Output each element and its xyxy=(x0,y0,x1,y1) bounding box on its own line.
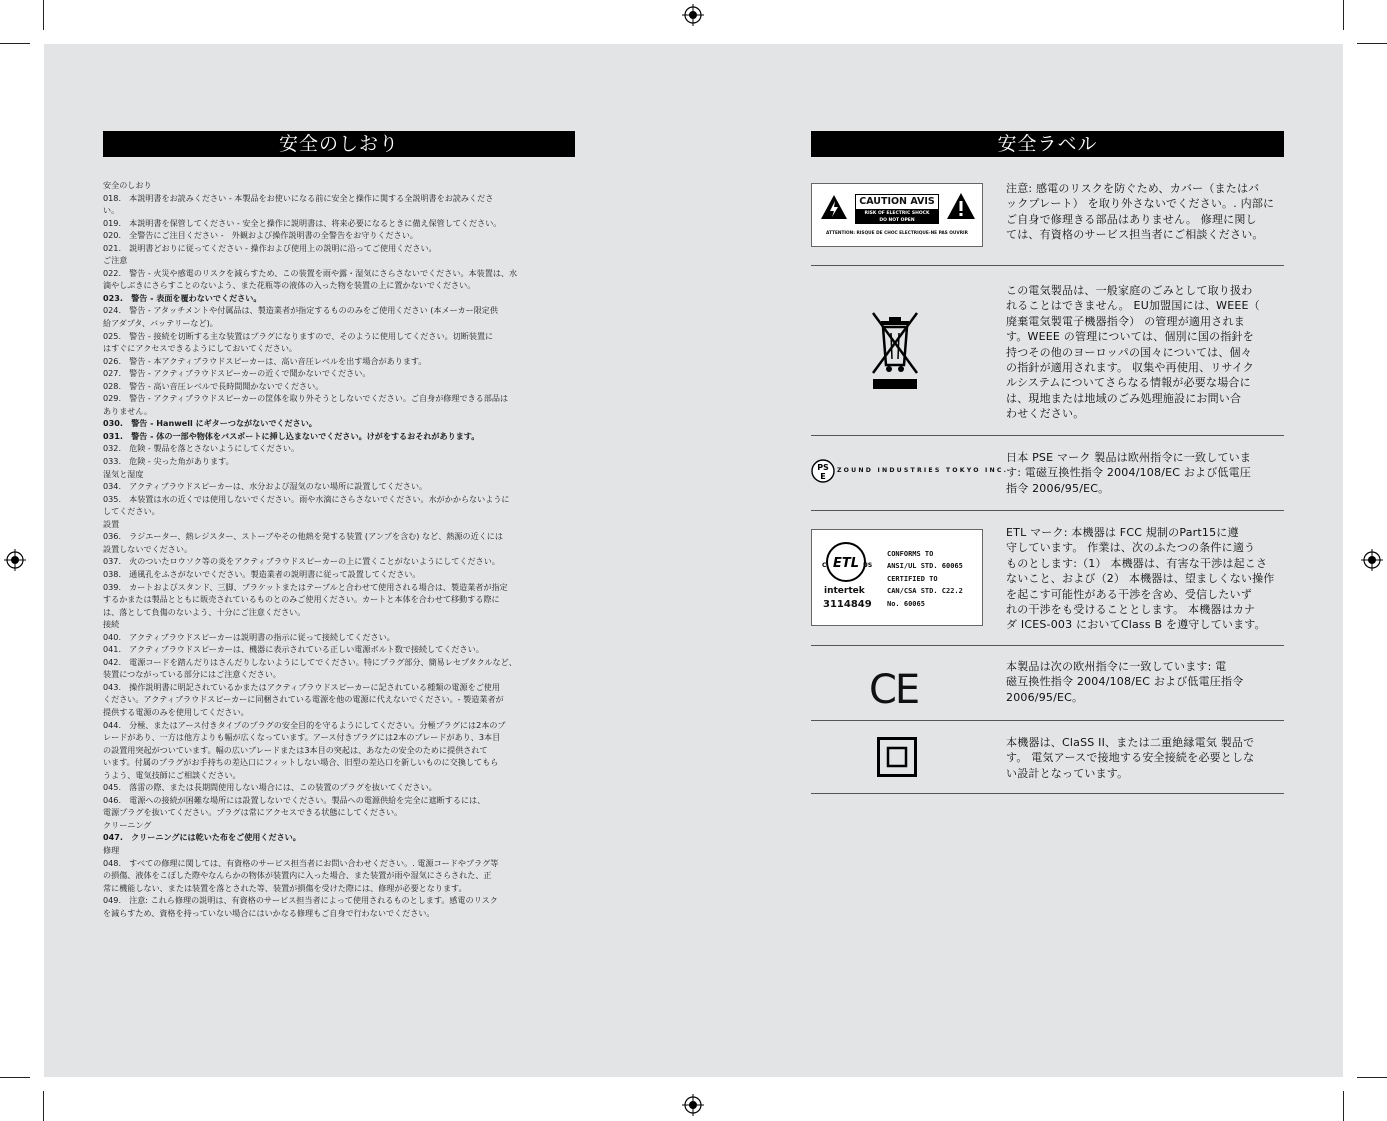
svg-text:US: US xyxy=(863,562,872,569)
divider xyxy=(811,435,1284,436)
caution-description: 注意: 感電のリスクを防ぐため、カバー（またはバ ックプレート） を取り外さないでください。. 内部に ご自身で修理きる部品はありません。 修理に関し ては、有資格のサービス担当者にご相談ください。 xyxy=(1006,182,1275,242)
instruction-line: 044. 分極、またはアース付きタイプのプラグの安全目的を守るようにしてください。分極プラグには2本のブ xyxy=(103,719,506,730)
etl-conformity-text: CONFORMS TO ANSI/UL STD. 60065 CERTIFIED TO CAN/CSA STD. C22.2 No. 60065 xyxy=(887,550,963,608)
instruction-line: 給アダプタ、バッテリーなど)。 xyxy=(103,318,218,329)
instruction-line: 047. クリーニングには乾いた布をご使用ください。 xyxy=(103,832,301,843)
pse-description: 日本 PSE マーク 製品は欧州指令に一致していま す: 電磁互換性指令 2004/108/EC および低電圧 指令 2006/95/EC。 xyxy=(1006,451,1252,495)
registration-mark-icon xyxy=(682,4,704,26)
intertek-text: intertek xyxy=(824,586,865,596)
etl-row xyxy=(811,526,1284,641)
registration-mark-icon xyxy=(1361,549,1383,571)
instruction-line: 036. ラジエーター、熱レジスター、ストーブやその他熱を発する装置 (アンプを含む) など、熱源の近くには xyxy=(103,531,503,542)
instruction-line: ください。アクティブラウドスピーカーに同梱されている電源を他の電源に代えないでください。- 製造業者が xyxy=(103,694,504,705)
instruction-line: 037. 火のついたロウソク等の炎をアクティブラウドスピーカーの上に置くことがないようにしてください。 xyxy=(103,556,500,567)
pse-mark-icon xyxy=(811,458,835,484)
instruction-line: 038. 通風孔をふさがないでください。製造業者の説明書に従って設置してください。 xyxy=(103,568,421,579)
instruction-line: 安全のしおり xyxy=(103,180,152,190)
instruction-line: 019. 本説明書を保管してください - 安全と操作に説明書は、将来必要になるときに備え保管してください。 xyxy=(103,217,502,228)
crop-mark xyxy=(0,1077,30,1078)
class2-row xyxy=(811,735,1284,791)
divider xyxy=(811,265,1284,266)
registration-mark-icon xyxy=(682,1094,704,1116)
crop-mark xyxy=(1343,0,1344,30)
instruction-line: 046. 電源への接続が困難な場所には設置しないでください。製品への電源供給を完全に遮断するには、 xyxy=(103,794,486,805)
caution-title: CAUTION AVIS xyxy=(855,194,939,210)
instruction-line: 修理 xyxy=(103,844,120,855)
instruction-line: 020. 全警告にご注目ください - 外観および操作説明書の全警告をお守りください。 xyxy=(103,230,418,241)
instruction-line: 022. 警告 - 火災や感電のリスクを減らすため、この装置を雨や露・湿気にさらさないでください。本装置は、水 xyxy=(103,267,518,278)
instruction-line: 装置につながっている部分にはご注意ください。 xyxy=(103,669,281,680)
instruction-line: するかまたは製品とともに販売されているものとのみご使用ください。カートと本体を合わせて移動する際に xyxy=(103,594,500,605)
instruction-line: 041. アクティブラウドスピーカーは、機器に表示されている正しい電源ボルト数で接続してください。 xyxy=(103,644,484,655)
ce-row xyxy=(811,657,1284,719)
weee-description: この電気製品は、一般家庭のごみとして取り扱わ れることはできません。 EU加盟国には、WEEE（ 廃棄電気製電子機器指令） の管理が適用されま す。WEEE の管理については、個別に国の指針を 持つその他のヨーロッパの国々については、個々 の指針が適用されます。 収集や再使用、リサイク ルシステムについてさらなる情報が必要な場合に は、現地または地域のごみ処理施設にお問い合 わせください。 xyxy=(1006,284,1260,421)
instruction-line: 048. すべての修理に関しては、有資格のサービス担当者にお問い合わせください。. 電源コードやプラグ等 xyxy=(103,857,499,868)
double-insulation-icon xyxy=(877,737,917,777)
instruction-line: 接続 xyxy=(103,619,120,630)
class2-description: 本機器は、ClaSS II、または二重絶縁電気 製品で す。 電気アースで接地する安全接続を必要としな い設計となっています。 xyxy=(1006,736,1255,780)
instruction-line: の設置用突起がついています。幅の広いブレードまたは3本目の突起は、あなたの安全のために提供されて xyxy=(103,744,488,755)
divider xyxy=(811,720,1284,721)
divider xyxy=(811,645,1284,646)
crossed-bin-icon xyxy=(867,309,923,391)
instruction-line: 032. 危険 - 製品を落とさないようにしてください。 xyxy=(103,443,300,454)
instruction-line: うよう、電気技師にご相談ください。 xyxy=(103,769,241,780)
crop-mark xyxy=(0,43,30,44)
pse-company: ZOUND INDUSTRIES TOKYO INC. xyxy=(837,467,1009,474)
instruction-line: 033. 危険 - 尖った角があります。 xyxy=(103,456,234,467)
instruction-line: 039. カートおよびスタンド、三脚、ブラケットまたはテーブルと合わせて使用される場合は、製造業者が指定 xyxy=(103,581,508,592)
instruction-line: 045. 落雷の際、または長期間使用しない場合には、この装置のプラグを抜いてください。 xyxy=(103,782,437,793)
instruction-line: 031. 警告 - 体の一部や物体をバスポートに挿し込まないでください。けがをするおそれがあります。 xyxy=(103,430,480,441)
crop-mark xyxy=(1343,1091,1344,1121)
crop-mark xyxy=(43,0,44,30)
safety-labels-header: 安全ラベル xyxy=(811,131,1284,157)
instruction-line: 028. 警告 - 高い音圧レベルで長時間聞かないでください。 xyxy=(103,380,324,391)
lightning-warning-icon xyxy=(820,194,848,220)
caution-french-text: ATTENTION: RISQUE DE CHOC ELECTRIQUE-NE PAS OUVRIR xyxy=(826,231,968,236)
svg-text:C: C xyxy=(822,562,827,569)
svg-text:ETL: ETL xyxy=(832,556,860,571)
crop-mark xyxy=(43,1091,44,1121)
registration-mark-icon xyxy=(4,549,26,571)
instruction-line: 025. 警告 - 接続を切断する主な装置はプラグになりますので、そのように使用してください。切断装置に xyxy=(103,330,494,341)
instruction-line: は、落として負傷のないよう、十分にご注意ください。 xyxy=(103,606,306,617)
instruction-line: を減らすため、資格を持っていない場合にはいかなる修理もご自身で行わないでください。 xyxy=(103,907,435,918)
caution-subtitle-1: RISK OF ELECTRIC SHOCK xyxy=(855,210,939,217)
pse-row xyxy=(811,451,1284,509)
instruction-line: の損傷、液体をこぼした際やなんらかの物体が装置内に入った場合、また装置が雨や湿気にさらされた、正 xyxy=(103,870,492,881)
ce-description: 本製品は次の欧州指令に一致しています: 電 磁互換性指令 2004/108/EC および低電圧指令 2006/95/EC。 xyxy=(1006,660,1244,704)
caution-subtitle-2: DO NOT OPEN xyxy=(855,217,939,224)
crop-mark xyxy=(1357,1077,1387,1078)
instruction-line: ありません。 xyxy=(103,405,153,416)
instruction-line: 040. アクティブラウドスピーカーは説明書の指示に従って接続してください。 xyxy=(103,631,395,642)
instruction-line: 湿気と湿度 xyxy=(103,468,144,479)
divider xyxy=(811,510,1284,511)
instruction-line: 滴やしぶきにさらすことのないよう、また花瓶等の液体の入った物を装置の上に置かないでください。 xyxy=(103,280,476,291)
etl-mark-icon xyxy=(820,540,872,584)
instruction-line: 035. 本装置は水の近くでは使用しないでください。雨や水滴にさらさないでください。水がかからないように xyxy=(103,493,510,504)
instruction-line: はすぐにアクセスできるようにしておいてください。 xyxy=(103,343,298,354)
instruction-line: ご注意 xyxy=(103,255,128,266)
instruction-line: 026. 警告 - 本アクティブラウドスピーカーは、高い音圧レベルを出す場合があります。 xyxy=(103,355,427,366)
instruction-line: 提供する電源のみを使用してください。 xyxy=(103,706,249,717)
svg-text:E: E xyxy=(820,472,826,481)
safety-instructions-header: 安全のしおり xyxy=(103,131,575,157)
ce-mark-icon: CE xyxy=(869,667,919,713)
etl-label-image xyxy=(811,529,983,626)
instruction-line: 常に機能しない、または装置を落とされた等、装置が損傷を受けた際には、修理が必要となります。 xyxy=(103,882,467,893)
crop-mark xyxy=(1357,43,1387,44)
instruction-line: 018. 本説明書をお読みください - 本製品をお使いになる前に安全と操作に関する全説明書をお読みくださ xyxy=(103,192,494,203)
instruction-line: 024. 警告 - アタッチメントや付属品は、製造業者が指定するもののみをご使用ください (本メーカー限定供 xyxy=(103,305,498,316)
weee-row xyxy=(811,283,1284,433)
instruction-line: レードがあり、一方は他方よりも幅が広くなっています。アース付きプラグには2本のブレードがあり、3本目 xyxy=(103,732,501,743)
instruction-line: してください。 xyxy=(103,506,160,517)
etl-description: ETL マーク: 本機器は FCC 規制のPart15に遵 守しています。 作業は、次のふたつの条件に適う ものとします:（1） 本機器は、有害な干渉は起こさ ないこと、および（2） 本機器は、望ましくない操作 を起こす可能性がある干渉を含め、受信したいず れの干渉をも受けることとします。 本機器はカナ ダ ICES-003 においてClass B を遵守しています。 xyxy=(1006,526,1275,632)
instruction-line: 027. 警告 - アクティブラウドスピーカーの近くで聞かないでください。 xyxy=(103,368,371,379)
svg-text:PS: PS xyxy=(817,463,829,472)
etl-control-number: 3114849 xyxy=(823,599,872,610)
instruction-line: クリーニング xyxy=(103,819,152,830)
divider xyxy=(811,793,1284,794)
instruction-line: 設置 xyxy=(103,518,120,529)
caution-label-image xyxy=(811,183,983,247)
instruction-line: 049. 注意: これら修理の説明は、有資格のサービス担当者によって使用されるものとします。感電のリスク xyxy=(103,895,498,906)
caution-label-row xyxy=(811,183,1284,263)
instruction-line: 023. 警告 - 表面を覆わないでください。 xyxy=(103,292,262,303)
instruction-line: 029. 警告 - アクティブラウドスピーカーの筐体を取り外そうとしないでください。ご自身が修理できる部品は xyxy=(103,393,509,404)
instruction-line: 042. 電源コードを踏んだりはさんだりしないようにしてでください。特にプラグ部分、簡易レセプタクルなど、 xyxy=(103,656,517,667)
exclamation-warning-icon xyxy=(946,192,976,220)
instruction-line: い。 xyxy=(103,205,120,216)
instruction-line: 設置しないでください。 xyxy=(103,543,193,554)
instruction-line: 043. 操作説明書に明記されているかまたはアクティブラウドスピーカーに記されている種類の電源をご使用 xyxy=(103,681,500,692)
instruction-line: 034. アクティブラウドスピーカーは、水分および湿気のない場所に設置してください。 xyxy=(103,481,428,492)
instruction-line: 021. 説明書どおりに従ってください - 操作および使用上の説明に沿ってご使用ください。 xyxy=(103,242,437,253)
instruction-line: 電源プラグを抜いてください。プラグは常にアクセスできる状態にしてください。 xyxy=(103,807,403,818)
instruction-line: 030. 警告 - Hanwell にギターつながないでください。 xyxy=(103,418,317,429)
instruction-line: います。付属のプラグがお手持ちの差込口にフィットしない場合、旧型の差込口を新しいものに交換してもら xyxy=(103,757,499,768)
safety-instructions-text xyxy=(103,179,575,919)
